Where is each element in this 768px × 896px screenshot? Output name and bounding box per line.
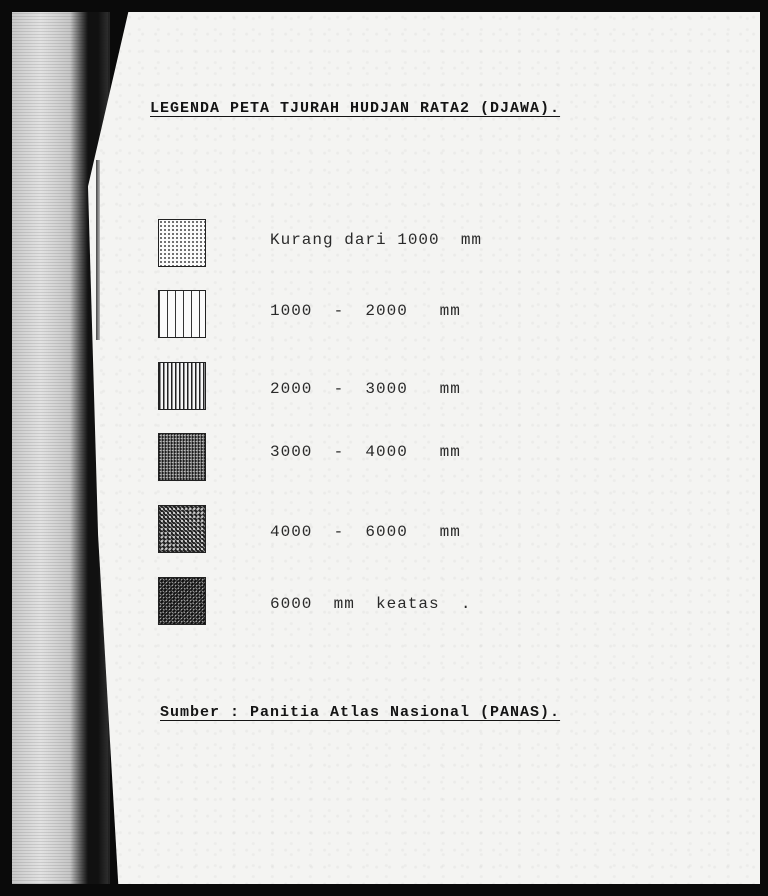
legend-row [158, 577, 678, 627]
page-edge [96, 160, 100, 340]
source-citation: Sumber : Panitia Atlas Nasional (PANAS). [160, 704, 561, 721]
fine-dots-icon [158, 219, 206, 267]
dense-vertical-lines-icon [158, 362, 206, 410]
legend-label: 3000 - 4000 mm [270, 443, 461, 461]
legend-label: 2000 - 3000 mm [270, 380, 461, 398]
legend-row [158, 505, 678, 555]
legend-row [158, 362, 678, 412]
dark-diagonal-stipple-icon [158, 505, 206, 553]
legend-label: 4000 - 6000 mm [270, 523, 461, 541]
legend-label: Kurang dari 1000 mm [270, 231, 483, 249]
darkest-crosshatch-icon [158, 577, 206, 625]
legend-label: 6000 mm keatas . [270, 595, 472, 613]
dark-vertical-stipple-icon [158, 433, 206, 481]
legend-row [158, 290, 678, 340]
legend-row [158, 219, 678, 269]
wide-vertical-lines-icon [158, 290, 206, 338]
legend-label: 1000 - 2000 mm [270, 302, 461, 320]
legend-row [158, 433, 678, 483]
legend-title: LEGENDA PETA TJURAH HUDJAN RATA2 (DJAWA). [150, 100, 561, 117]
